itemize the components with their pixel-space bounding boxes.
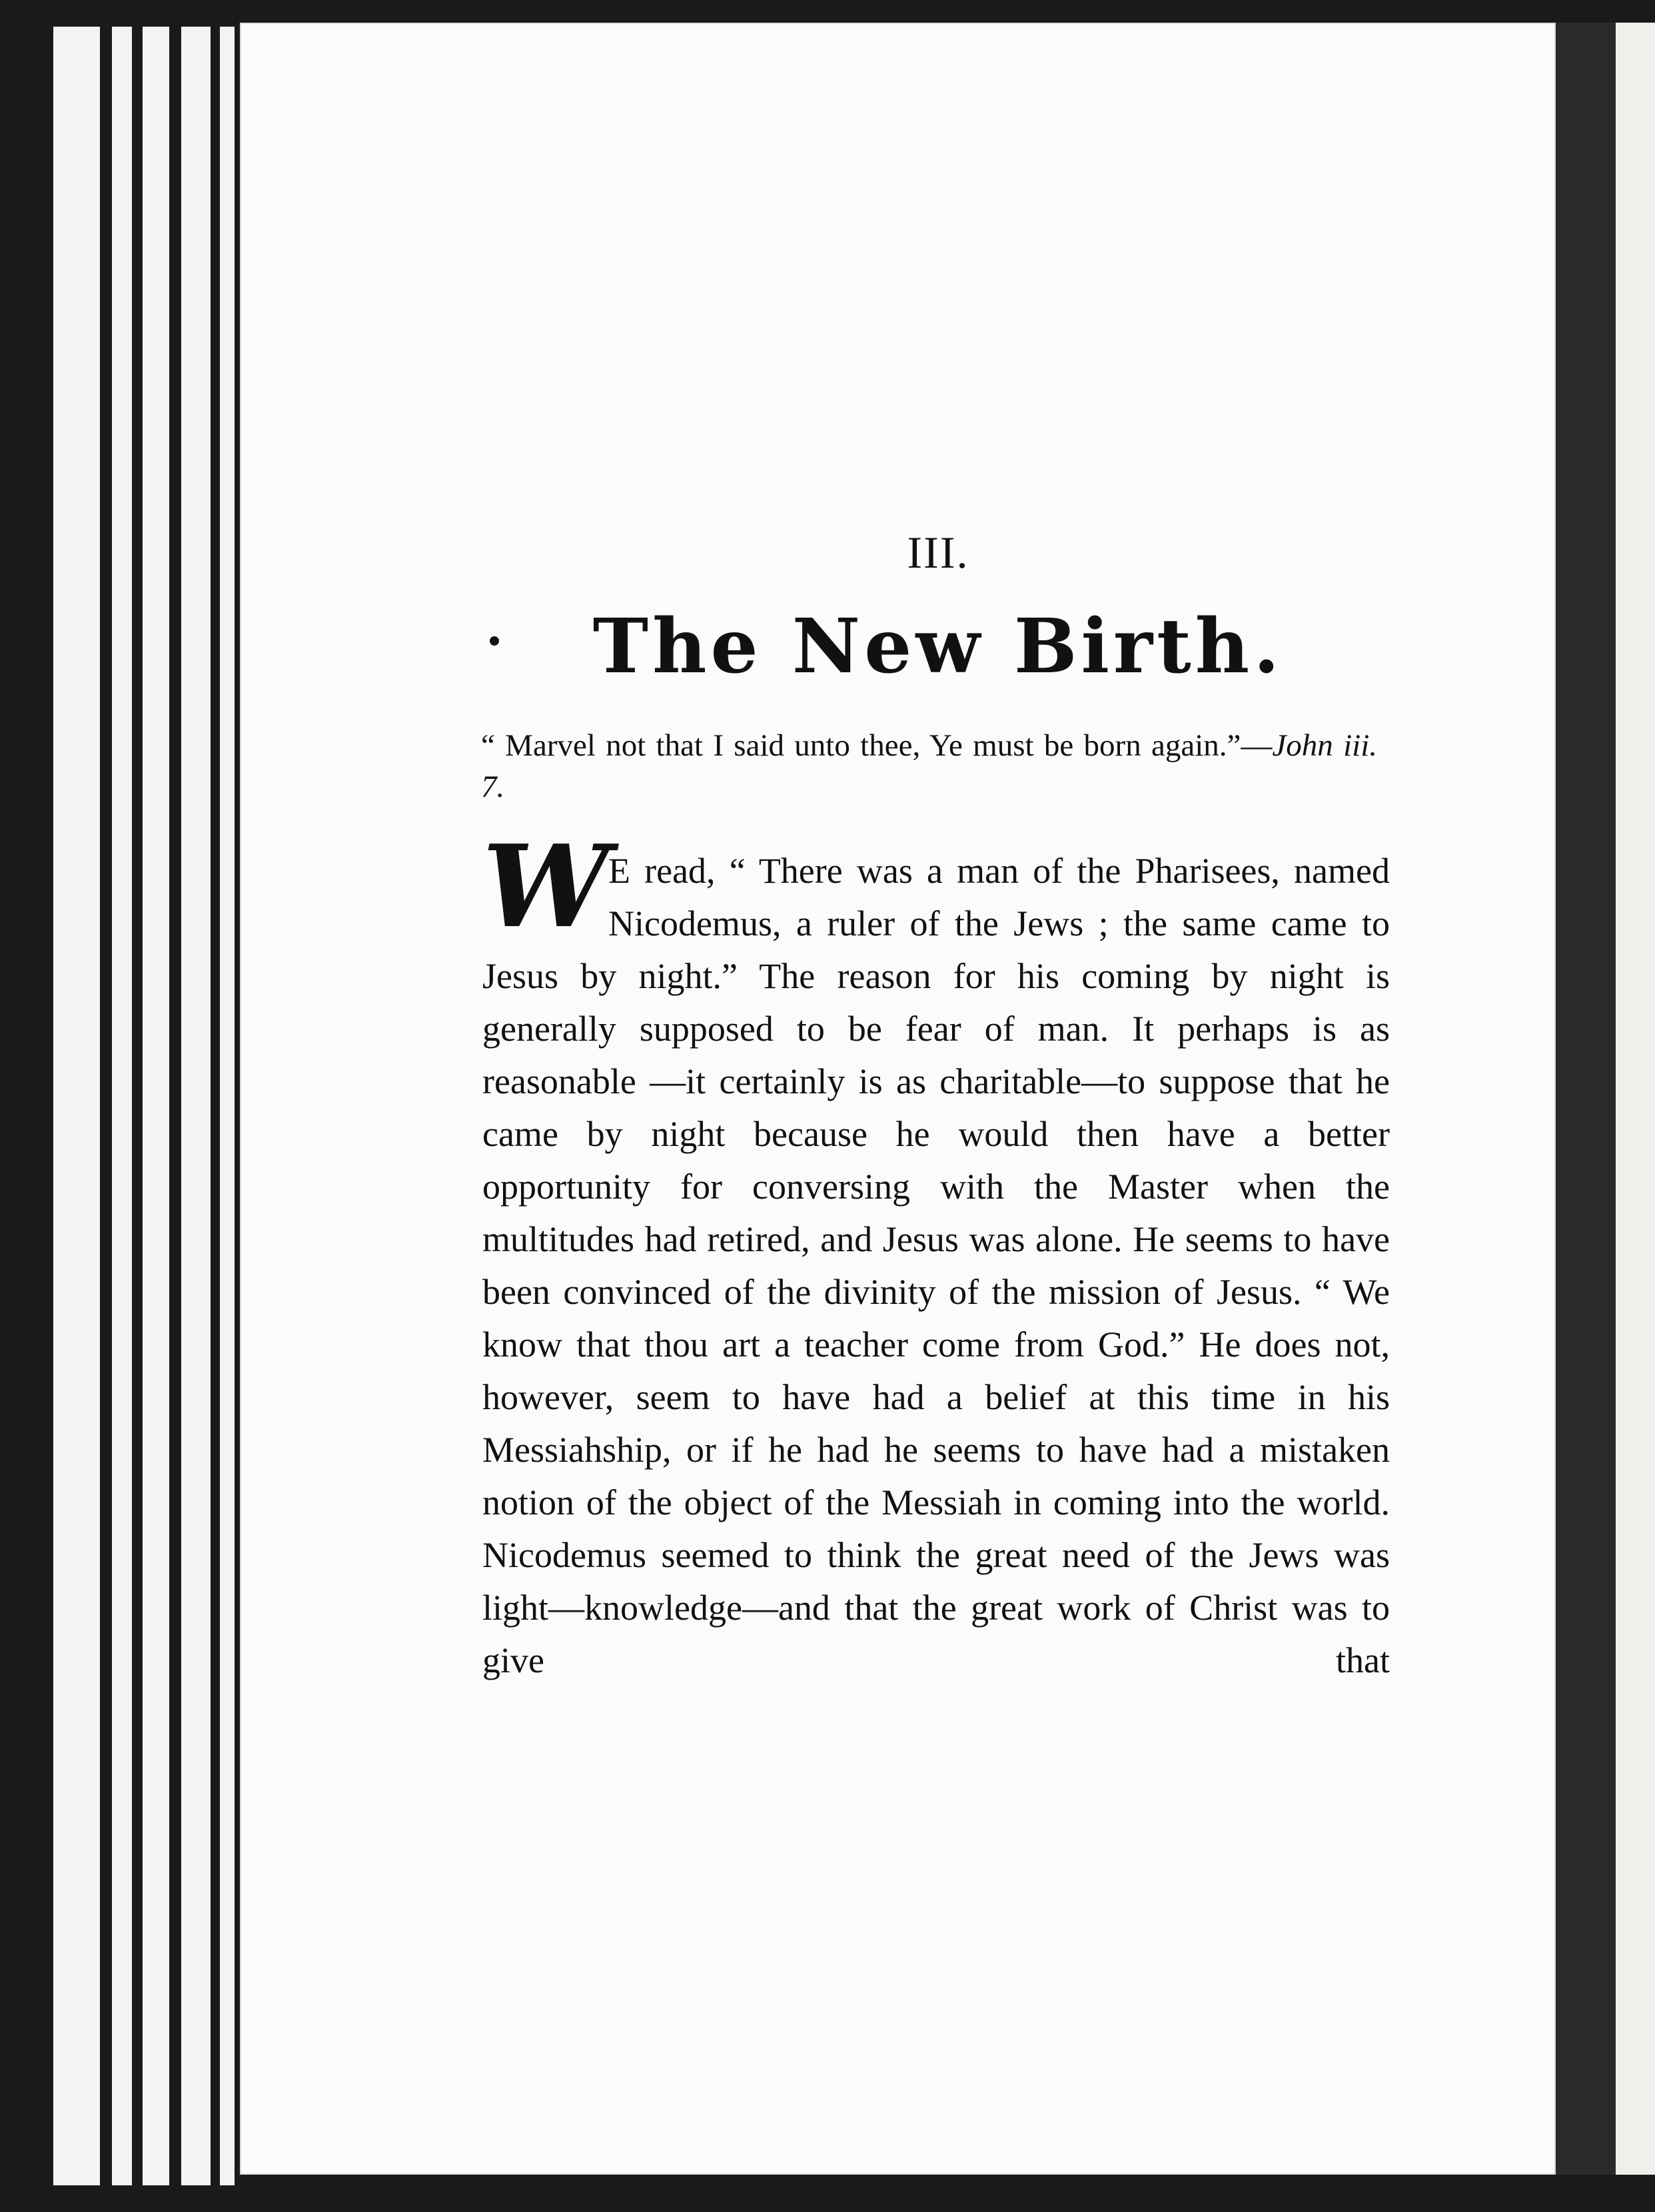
epigraph-quote: “ Marvel not that I said unto thee, Ye must be born again.”— [481, 728, 1273, 763]
epigraph [481, 725, 1377, 808]
page-edge [220, 27, 235, 2185]
page-edge [112, 27, 132, 2185]
page-edge [143, 27, 169, 2185]
facing-page-edge [1616, 23, 1655, 2175]
page-edge [53, 27, 100, 2185]
book-gutter [1556, 23, 1616, 2175]
epigraph-reference: John iii. 7. [481, 728, 1377, 804]
page-edge [181, 27, 211, 2185]
body-text: E read, “ There was a man of the Pharisees, named Nicodemus, a ruler of the Jews ; the same came to Jesus by night.” The reason for his coming by night is generally supposed to be fear of man. It perhaps is as reasonable —it certainly is as charitable—to suppose that he came by night because he would then have a better opportunity for conversing with the Master when the multitudes had retired, and Jesus was alone. He seems to have been convinced of the divinity of the mission of Jesus. “ We know that thou art a teacher come from God.” He does not, however, seem to have had a belief at this time in his Messiahship, or if he had he seems to have had a mistaken notion of the object of the Messiah in coming into the world. Nicodemus seemed to think the great need of the Jews was light—knowledge—and that the great work of Christ was to give that [482, 851, 1390, 1680]
drop-cap: W [482, 820, 610, 953]
body-paragraph [482, 820, 1390, 1687]
chapter-number: III. [907, 527, 969, 578]
chapter-title: The New Birth. [592, 603, 1284, 690]
